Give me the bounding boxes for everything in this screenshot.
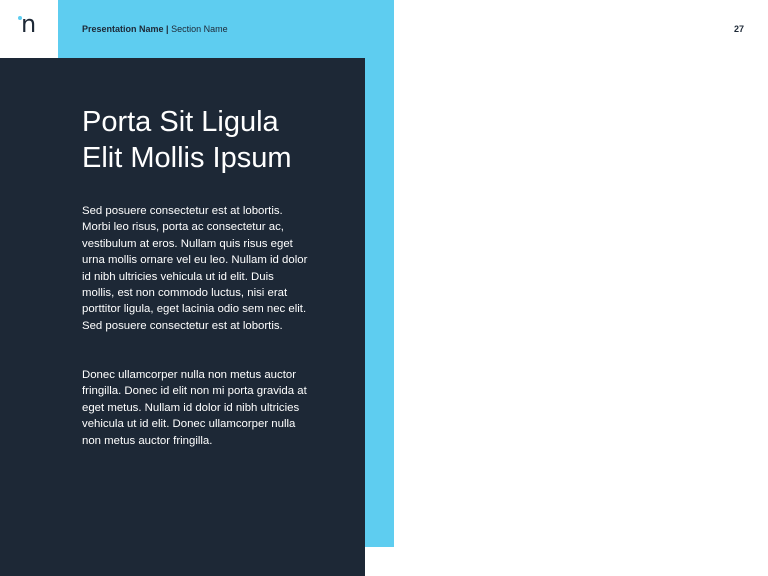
body-paragraph-2: Donec ullamcorper nulla non metus auctor fringilla. Donec id elit non mi porta gravida at eget metus. Nullam id dolor id nibh ultricies vehicula ut id elit. Donec ullamcorper nulla non metus auctor fringilla. [82,369,307,447]
slide-title-line-1: Porta Sit Ligula [82,106,279,138]
presentation-name: Presentation Name | [82,24,169,34]
logo-letter: n [21,10,37,38]
slide-title-line-2: Elit Mollis Ipsum [82,142,292,174]
slide-title [82,104,352,176]
body-paragraph-1: Sed posuere consectetur est at lobortis. Morbi leo risus, porta ac consectetur ac, vestibulum at eros. Nullam quis risus eget urna mollis ornare vel eu leo. Nullam id dolor id nibh ultricies vehicula ut id elit. Duis mollis, est non commodo luctus, nisi erat porttitor ligula, eget lacinia odio sem nec elit. Sed posuere consectetur est at lobortis. [82,205,308,332]
logo [0,0,58,58]
page-number: 27 [733,24,744,34]
header-breadcrumb [82,23,228,35]
section-name: Section Name [171,24,228,34]
